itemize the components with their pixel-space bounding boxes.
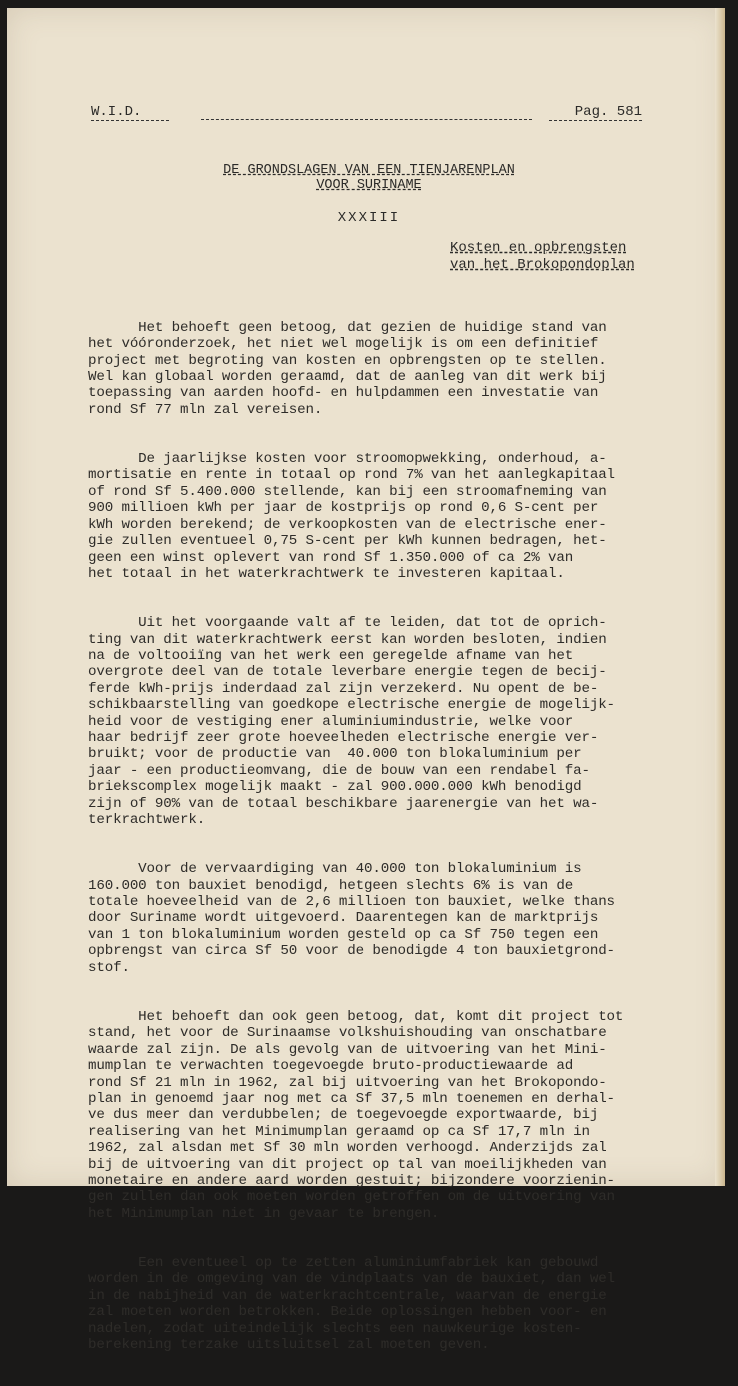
page-number: Pag. 581: [549, 104, 642, 121]
title-line-1: DE GRONDSLAGEN VAN EEN TIENJARENPLAN: [223, 163, 515, 178]
paragraph-4: Voor de vervaardiging van 40.000 ton blokaluminium is 160.000 ton bauxiet benodigd, hetgeen slechts 6% is van de totale hoeveelheid van de 2,6 millioen ton bauxiet, welke thans door Suriname wordt uitgevoerd. Daarentegen kan de marktprijs van 1 ton blokaluminium worden gesteld op ca Sf 750 tegen een opbrengst van circa Sf 50 voor de benodigde 4 ton bauxietgrond- stof.: [88, 861, 615, 976]
paragraph-6: Een eventueel op te zetten aluminiumfabriek kan gebouwd worden in de omgeving van de vindplaats van de bauxiet, dan wel in de nabijheid van de waterkrachtcentrale, waarvan de energie zal moeten worden betrokken. Beide oplossingen hebben voor- en nadelen, zodat uiteindelijk slechts een nauwkeurige kosten- berekening terzake uitsluitsel zal moeten geven.: [88, 1254, 615, 1353]
subtitle-line-2: van het Brokopondoplan: [450, 257, 635, 273]
document-page: [7, 8, 725, 1353]
paragraph-3: Uit het voorgaande valt af te leiden, dat tot de oprich- ting van dit waterkrachtwerk eerst kan worden besloten, indien na de voltooiïng van het werk een geregelde afname van het overgrote deel van de totale leverbare energie tegen de becij- ferde kWh-prijs inderdaad zal zijn verzekerd. Nu opent de be- schikbaarstelling van goedkope electrische energie de mogelijk- heid voor de vestiging ener aluminiumindustrie, welke voor haar bedrijf zeer grote hoeveelheden electrische energie ver- bruikt; voor de productie van 40.000 ton blokaluminium per jaar - een productieomvang, die de bouw van een rendabel fa- briekscomplex mogelijk maakt - zal 900.000.000 kWh benodigd zijn of 90% van de totaal beschikbare jaarenergie van het wa- terkrachtwerk.: [88, 615, 615, 828]
subtitle-line-1: Kosten en opbrengsten: [450, 240, 627, 256]
page-header: [91, 104, 642, 128]
body-text: [88, 287, 678, 1386]
chapter-number: XXXIII: [337, 210, 401, 226]
header-source: W.I.D.: [91, 104, 169, 121]
document-title: [0, 163, 738, 193]
section-subtitle: [450, 240, 670, 274]
paragraph-5: Het behoeft dan ook geen betoog, dat, komt dit project tot stand, het voor de Surinaamse volkshuishouding van onschatbare waarde zal zijn. De als gevolg van de uitvoering van het Mini- mumplan te verwachten toegevoegde bruto-productiewaarde ad rond Sf 21 mln in 1962, zal bij uitvoering van het Brokopondo- plan in genoemd jaar nog met ca Sf 37,5 mln toenemen en derhal- ve dus meer dan verdubbelen; de toegevoegde exportwaarde, bij realisering van het Minimumplan geraamd op ca Sf 17,7 mln in 1962, zal alsdan met Sf 30 mln worden verhoogd. Anderzijds zal bij de uitvoering van dit project op tal van moeilijkheden van monetaire en andere aard worden gestuit; bijzondere voorzienin- gen zullen dan ook moeten worden getroffen om de uitvoering van het Minimumplan niet in gevaar te brengen.: [88, 1008, 624, 1222]
title-line-2: VOOR SURINAME: [316, 178, 422, 193]
header-rule: [201, 119, 532, 120]
paragraph-2: De jaarlijkse kosten voor stroomopwekking, onderhoud, a- mortisatie en rente in totaal op rond 7% van het aanlegkapitaal of rond Sf 5.400.000 stellende, kan bij een stroomafneming van 900 millioen kWh per jaar de kostprijs op rond 0,6 S-cent per kWh worden berekend; de verkoopkosten van de electrische ener- gie zullen eventueel 0,75 S-cent per kWh kunnen bedragen, het- geen een winst oplevert van rond Sf 1.350.000 of ca 2% van het totaal in het waterkrachtwerk te investeren kapitaal.: [88, 451, 615, 582]
paragraph-1: Het behoeft geen betoog, dat gezien de huidige stand van het vóóronderzoek, het niet wel mogelijk is om een definitief project met begroting van kosten en opbrengsten op te stellen. Wel kan globaal worden geraamd, dat de aanleg van dit werk bij toepassing van aarden hoofd- en hulpdammen een investatie van rond Sf 77 mln zal vereisen.: [88, 319, 607, 418]
